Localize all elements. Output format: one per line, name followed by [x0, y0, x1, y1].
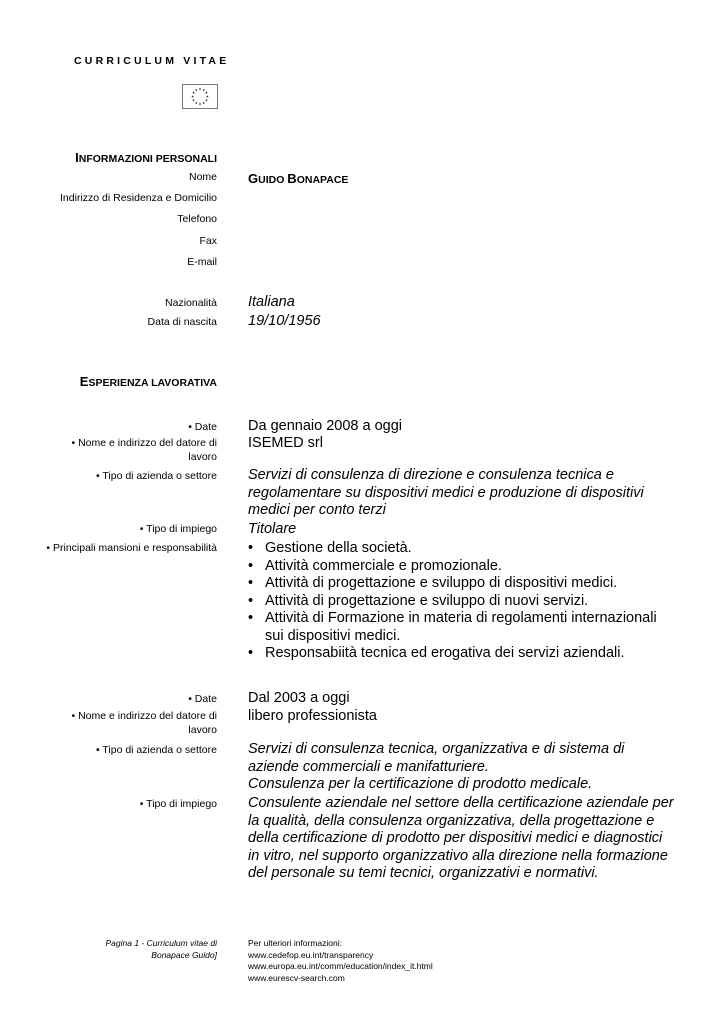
job1-duties-list [248, 540, 668, 663]
list-item: • Attività di progettazione e sviluppo di dispositivi medici. [248, 575, 668, 593]
job2-employer: libero professionista [248, 708, 377, 724]
job2-label-employer: • Nome e indirizzo del datore di lavoro [71, 710, 217, 736]
label-nazionalita: Nazionalità [165, 297, 217, 309]
label-telefono: Telefono [177, 213, 217, 225]
job2-role: Consulente aziendale nel settore della certificazione aziendale per la qualità, della consulenza organizzativa, della progettazione e della certificazione di prodotto per dispositivi medici e diagnostici in vitro, nel supporto organizzativo alla direzione nella formazione del personale su temi tecnici, organizzativi e normativi. [248, 795, 674, 881]
footer-page-info: Pagina 1 - Curriculum vitae di Bonapace Guido] [105, 938, 217, 960]
label-fax: Fax [199, 235, 217, 247]
job2-sector: Servizi di consulenza tecnica, organizzativa e di sistema di aziende commerciali e manifatturiere. [248, 741, 625, 775]
footer-line: Per ulteriori informazioni: [248, 938, 343, 948]
full-name: GUIDO BONAPACE [248, 171, 349, 186]
footer-link[interactable]: www.eurescv-search.com [248, 972, 345, 983]
personal-info-heading: INFORMAZIONI PERSONALI [75, 150, 217, 165]
job1-label-role: • Tipo di impiego [139, 523, 217, 535]
job1-employer: ISEMED srl [248, 435, 323, 451]
footer-link[interactable]: www.cedefop.eu.int/transparency [248, 949, 374, 960]
job2-date: Dal 2003 a oggi [248, 690, 350, 706]
job1-role: Titolare [248, 521, 297, 537]
list-item: • Attività di progettazione e sviluppo di nuovi servizi. [248, 593, 668, 611]
list-item: • Gestione della società. [248, 540, 668, 558]
job1-date: Da gennaio 2008 a oggi [248, 418, 402, 434]
footer-link[interactable]: www.europa.eu.int/comm/education/index_it.html [248, 961, 433, 971]
job1-label-sector: • Tipo di azienda o settore [95, 470, 217, 482]
list-item: • Attività di Formazione in materia di regolamenti internazionali sui dispositivi medici. [248, 610, 668, 645]
list-item: • Responsabiità tecnica ed erogativa dei servizi aziendali. [248, 645, 668, 663]
job1-sector: Servizi di consulenza di direzione e consulenza tecnica e regolamentare su dispositivi medici e produzione di dispositivi medici per conto terzi [248, 467, 644, 518]
job1-label-date: • Date [188, 421, 217, 433]
cv-title: CURRICULUM VITAE [74, 55, 230, 67]
label-nascita: Data di nascita [147, 316, 217, 328]
list-item: • Attività commerciale e promozionale. [248, 558, 668, 576]
job2-label-role: • Tipo di impiego [139, 798, 217, 810]
job1-label-duties: • Principali mansioni e responsabilità [46, 542, 217, 554]
nazionalita-value: Italiana [248, 294, 295, 310]
footer-links [248, 938, 433, 984]
eu-flag-icon [182, 84, 218, 109]
label-indirizzo: Indirizzo di Residenza e Domicilio [60, 192, 217, 204]
job2-label-date: • Date [188, 693, 217, 705]
experience-heading: ESPERIENZA LAVORATIVA [79, 374, 217, 389]
job2-label-sector: • Tipo di azienda o settore [95, 744, 217, 756]
job1-label-employer: • Nome e indirizzo del datore di lavoro [71, 437, 217, 463]
nascita-value: 19/10/1956 [248, 313, 321, 329]
label-nome: Nome [188, 171, 217, 183]
job2-sector-note: Consulenza per la certificazione di prodotto medicale. [248, 776, 593, 792]
label-email: E-mail [187, 256, 217, 268]
